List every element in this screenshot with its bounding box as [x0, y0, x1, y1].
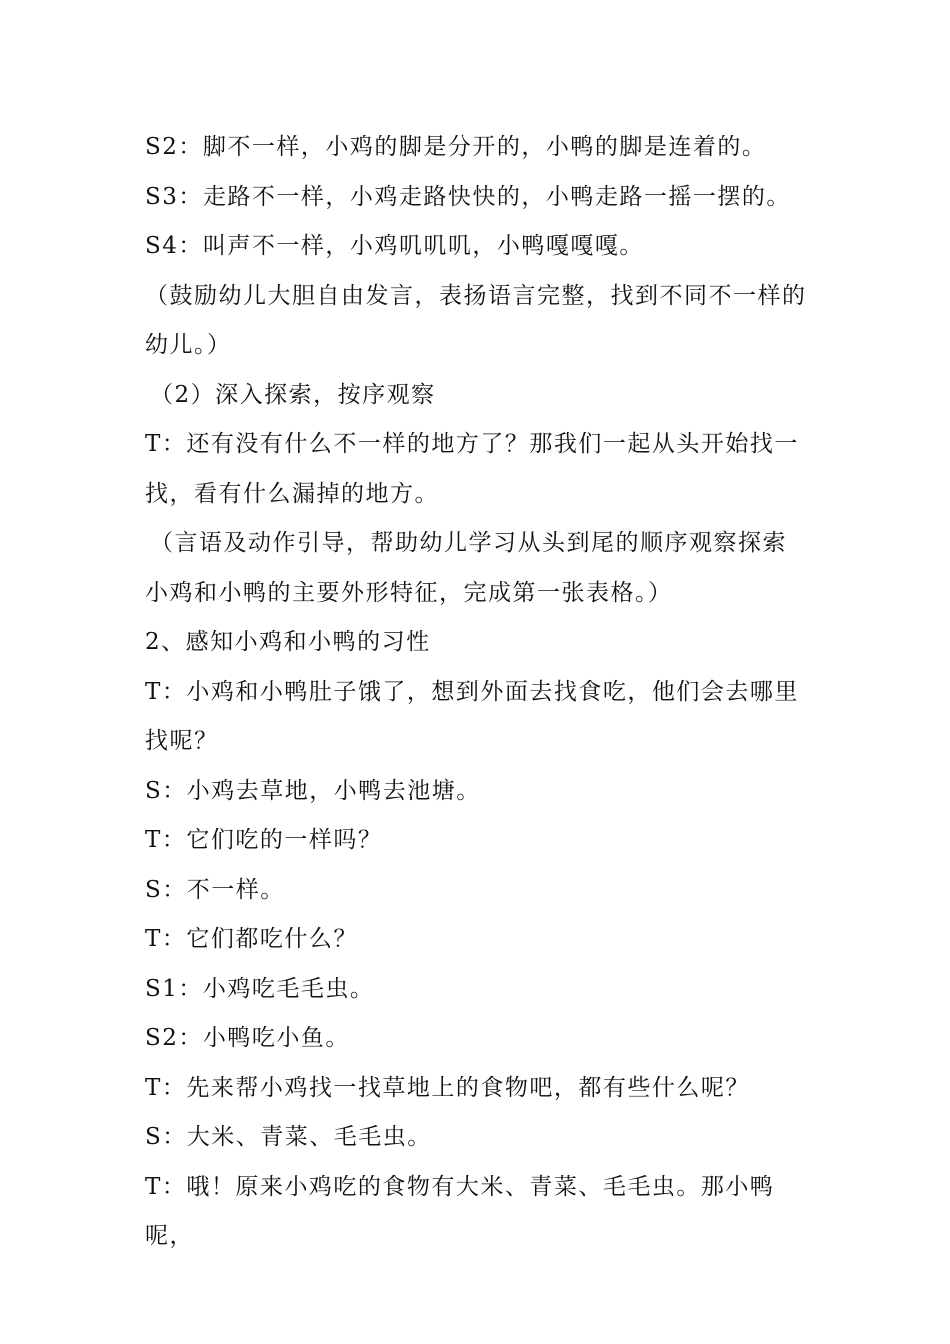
paragraph-4: （鼓励幼儿大胆自由发言，表扬语言完整，找到不同不一样的幼儿。） — [145, 282, 807, 358]
paragraph-3: S4：叫声不一样，小鸡叽叽叽，小鸭嘎嘎嘎。 — [145, 233, 644, 259]
paragraph-7: （言语及动作引导，帮助幼儿学习从头到尾的顺序观察探索小鸡和小鸭的主要外形特征，完成第一张表格。） — [145, 530, 787, 606]
paragraph-16: T：先来帮小鸡找一找草地上的食物吧，都有些什么呢？ — [145, 1074, 750, 1101]
document-body — [145, 123, 810, 1262]
paragraph-10: S：小鸡去草地，小鸭去池塘。 — [145, 777, 481, 804]
paragraph-8: 2、感知小鸡和小鸭的习性 — [145, 629, 431, 655]
paragraph-18: T：哦！原来小鸡吃的食物有大米、青菜、毛毛虫。那小鸭呢， — [145, 1173, 775, 1249]
paragraph-15: S2：小鸭吃小鱼。 — [145, 1025, 350, 1051]
paragraph-12: S：不一样。 — [145, 876, 285, 903]
paragraph-5: （2）深入探索，按序观察 — [150, 381, 436, 408]
paragraph-2: S3：走路不一样，小鸡走路快快的，小鸭走路一摇一摆的。 — [145, 183, 791, 210]
paragraph-1: S2：脚不一样，小鸡的脚是分开的，小鸭的脚是连着的。 — [145, 134, 767, 160]
paragraph-14: S1：小鸡吃毛毛虫。 — [145, 975, 375, 1002]
paragraph-17: S：大米、青菜、毛毛虫。 — [145, 1124, 432, 1150]
paragraph-6: T：还有没有什么不一样的地方了？那我们一起从头开始找一找，看有什么漏掉的地方。 — [145, 431, 799, 507]
paragraph-9: T：小鸡和小鸭肚子饿了，想到外面去找食吃，他们会去哪里找呢？ — [145, 678, 799, 754]
paragraph-11: T：它们吃的一样吗？ — [145, 827, 383, 853]
paragraph-13: T：它们都吃什么？ — [145, 926, 358, 952]
